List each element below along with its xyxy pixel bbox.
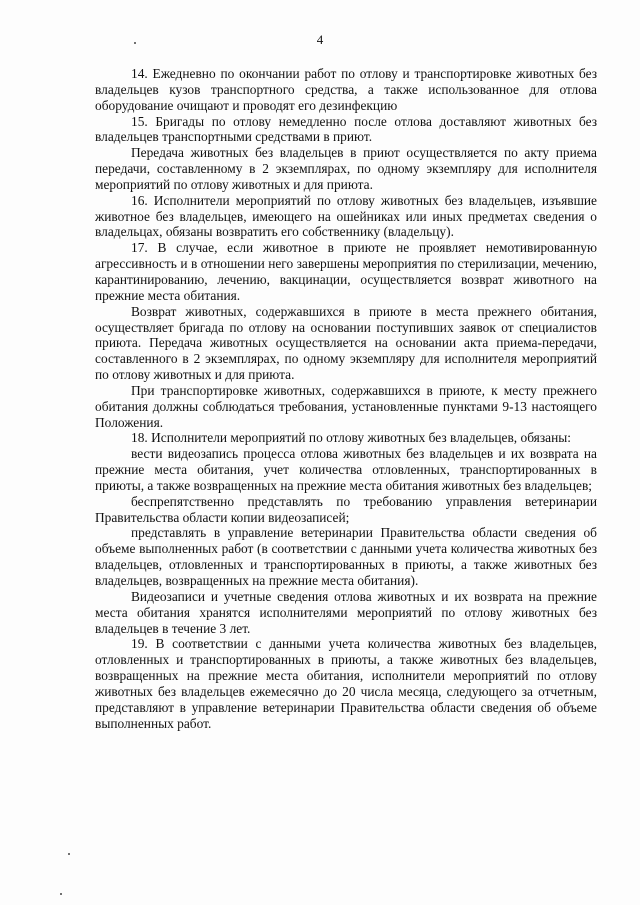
page-number: 4 — [316, 32, 324, 47]
paragraph-return-of-animals: Возврат животных, содержавшихся в приюте в места прежнего обитания, осуществляет бригада по отлову на основании поступивших заявок от специалистов приюта. Передача животных осуществляется на основании акта приема-передачи, составленного в 2 экземплярах, по одному экземпляру для исполнителя мероприятий по отлову животных и для приюта. — [95, 303, 597, 383]
paragraph-item-14: 14. Ежедневно по окончании работ по отлову и транспортировке животных без владельцев кузов транспортного средства, а также использованное для отлова оборудование очищают и проводят его дезинфекцию — [95, 66, 597, 113]
paragraph-transport-requirements: При транспортировке животных, содержавшихся в приюте, к месту прежнего обитания должны соблюдаться требования, установленные пунктами 9-13 настоящего Положения. — [95, 382, 597, 430]
paragraph-transfer-to-shelter: Передача животных без владельцев в приют осуществляется по акту приема передачи, составленному в 2 экземплярах, по одному экземпляру для исполнителя мероприятий по отлову животных и для приюта. — [95, 145, 597, 192]
paragraph-item-15: 15. Бригады по отлову немедленно после отлова доставляют животных без владельцев транспортными средствами в приют. — [95, 113, 597, 145]
paragraph-item-19: 19. В соответствии с данными учета количества животных без владельцев, отловленных и транспортированных в приюты, а также животных без владельцев, возвращенных на прежние места обитания, исполнители мероприятий по отлову животных без владельцев ежемесячно до 20 числа месяца, следующего за отчетным, представляют в управление ветеринарии Правительства области сведения об объеме выполненных работ. — [95, 636, 597, 731]
paragraph-item-18: 18. Исполнители мероприятий по отлову животных без владельцев, обязаны: — [131, 430, 571, 446]
scan-speck — [68, 853, 70, 855]
document-body — [95, 66, 597, 731]
paragraph-item-17: 17. В случае, если животное в приюте не проявляет немотивированную агрессивность и в отношении него завершены мероприятия по стерилизации, мечению, карантинированию, лечению, вакцинации, осуществляется возврат животного на прежние места обитания. — [95, 240, 597, 303]
paragraph-duty-video-recording: вести видеозапись процесса отлова животных без владельцев и их возврата на прежние места обитания, учет количества отловленных, транспортированных в приюты, а также возвращенных на прежние места обитания животных без владельцев; — [95, 446, 597, 493]
paragraph-item-16: 16. Исполнители мероприятий по отлову животных без владельцев, изъявшие животное без владельцев, имеющего на ошейниках или иных предметах сведения о владельцах, обязаны возвратить его собственнику (владельцу). — [95, 192, 597, 240]
paragraph-duty-provide-copies: беспрепятственно представлять по требованию управления ветеринарии Правительства области копии видеозаписей; — [95, 493, 597, 525]
paragraph-duty-report-volume: представлять в управление ветеринарии Правительства области сведения об объеме выполненных работ (в соответствии с данными учета количества животных без владельцев, отловленных и транспортированных в приюты, а также животных без владельцев, возвращенных на прежние места обитания). — [95, 525, 597, 588]
paragraph-records-storage: Видеозаписи и учетные сведения отлова животных и их возврата на прежние места обитания хранятся исполнителями мероприятий по отлову животных без владельцев в течение 3 лет. — [95, 588, 597, 636]
scan-speck — [60, 893, 62, 895]
